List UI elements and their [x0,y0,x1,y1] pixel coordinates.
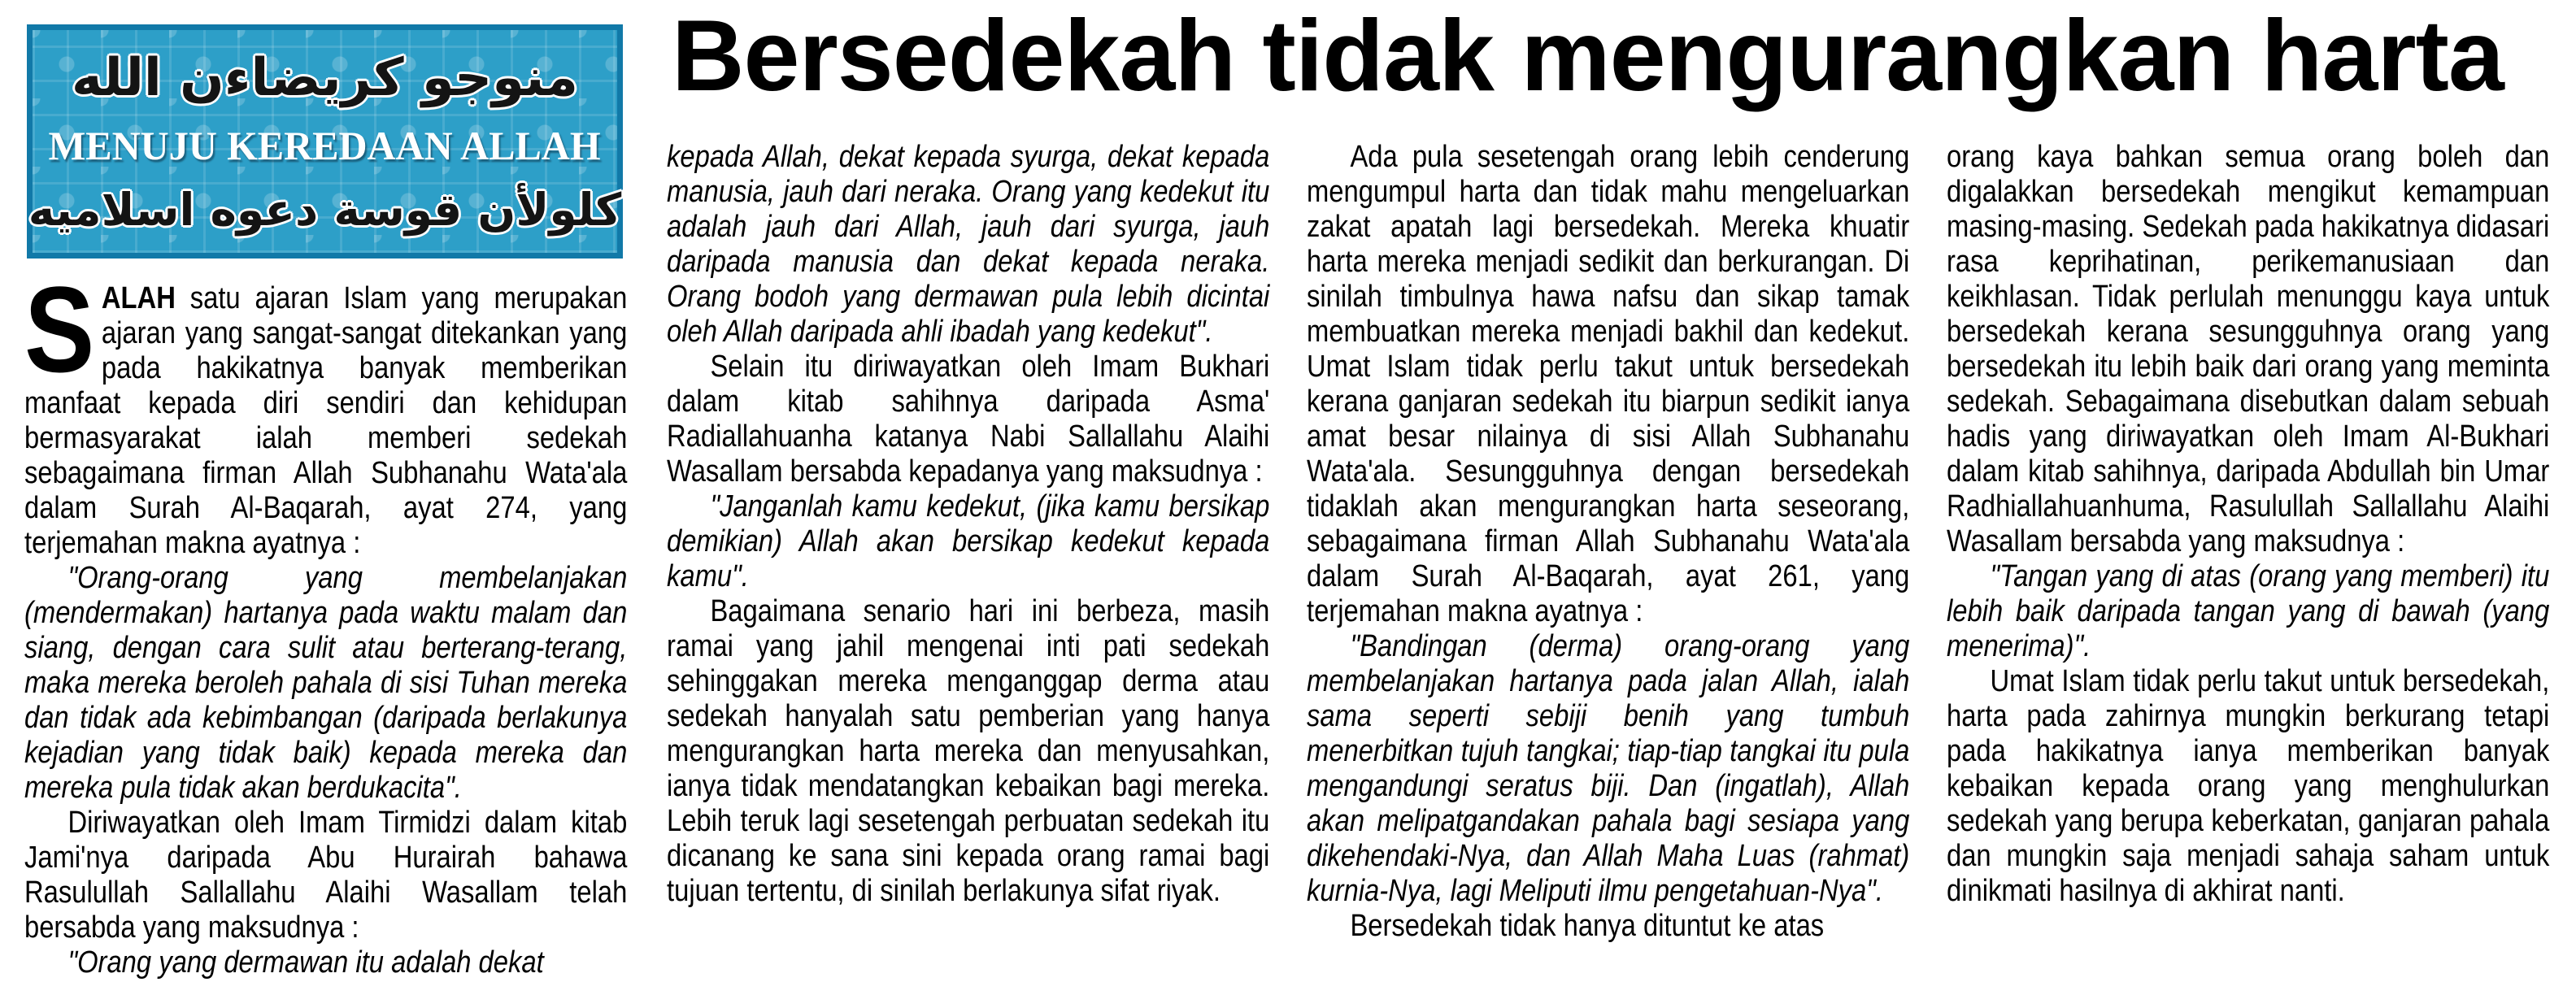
masthead-jawi-top-text: منوجو كريضاءن الله [71,47,579,108]
masthead-jawi-bottom-text: كلولأن قوسة دعوه اسلاميه [28,183,622,236]
body-paragraph: Bersedekah tidak hanya dituntut ke atas [1350,909,1825,943]
lead-word: ALAH [101,281,176,315]
quote-paragraph: "Tangan yang di atas (orang yang memberi) itu lebih baik daripada tangan yang di bawah (yang menerima)". [1947,559,2550,663]
article-column-3 [1307,140,1909,944]
body-paragraph: SALAH satu ajaran Islam yang merupakan ajaran yang sangat-sangat ditekankan yang pada hakikatnya banyak memberikan manfaat kepada diri sendiri dan kehidupan bermasyarakat ialah memberi sedekah sebagaimana firman Allah Subhanahu Wata'ala dalam Surah Al-Baqarah, ayat 274, yang terjemahan makna ayatnya : [24,261,628,560]
body-paragraph: Umat Islam tidak perlu takut untuk bersedekah, harta pada zahirnya mungkin berkurang tetapi pada hakikatnya ianya memberikan banyak kebaikan kepada orang yang menghulurkan sedekah yang berupa keberkatan, ganjaran pahala dan mungkin saja menjadi sahaja saham untuk dinikmati hasilnya di akhirat nanti. [1947,664,2550,908]
body-paragraph: Diriwayatkan oleh Imam Tirmidzi dalam kitab Jami'nya daripada Abu Hurairah bahawa Rasulullah Sallallahu Alaihi Wasallam telah bersabda yang maksudnya : [24,806,628,945]
body-paragraph: orang kaya bahkan semua orang boleh dan digalakkan bersedekah mengikut kemampuan masing-masing. Sedekah pada hakikatnya didasari rasa keprihatinan, perikemanusiaan dan keikhlasan. Tidak perlulah menunggu kaya untuk bersedekah kerana sesungguhnya orang yang bersedekah itu lebih baik dari orang yang meminta sedekah. Sebagaimana disebutkan dalam sebuah hadis yang diriwayatkan oleh Imam Al-Bukhari dalam kitab sahihnya, daripada Abdullah bin Umar Radhiallahuanhuma, Rasulullah Sallallahu Alaihi Wasallam bersabda yang maksudnya : [1947,140,2550,558]
article-headline: Bersedekah tidak mengurangkan harta [672,0,2504,112]
masthead-title: MENUJU KEREDAAN ALLAH [48,123,602,168]
quote-paragraph: "Orang-orang yang membelanjakan (mendermakan) hartanya pada waktu malam dan siang, dengan cara sulit atau berterang-terang, maka mereka beroleh pahala di sisi Tuhan mereka dan tidak ada kebimbangan (daripada berlakunya kejadian yang tidak baik) kepada mereka dan mereka pula tidak akan berdukacita". [24,561,628,805]
quote-paragraph: "Bandingan (derma) orang-orang yang membelanjakan hartanya pada jalan Allah, ialah sama seperti sebiji benih yang tumbuh menerbitkan tujuh tangkai; tiap-tiap tangkai itu pula mengandungi seratus biji. Dan (ingatlah), Allah akan melipatgandakan pahala bagi sesiapa yang dikehendaki-Nya, dan Allah Maha Luas (rahmat) kurnia-Nya, lagi Meliputi ilmu pengetahuan-Nya". [1307,629,1910,908]
quote-paragraph: kepada Allah, dekat kepada syurga, dekat kepada manusia, jauh dari neraka. Orang yang kedekut itu adalah jauh dari Allah, jauh dari syurga, jauh daripada manusia dan dekat kepada neraka. Orang bodoh yang dermawan pula lebih dicintai oleh Allah daripada ahli ibadah yang kedekut". [667,140,1270,349]
body-paragraph: Ada pula sesetengah orang lebih cenderung mengumpul harta dan tidak mahu mengeluarkan zakat apatah lagi bersedekah. Mereka khuatir harta mereka menjadi sedikit dan berkurangan. Di sinilah timbulnya hawa nafsu dan sikap tamak membuatkan mereka menjadi bakhil dan kedekut. Umat Islam tidak perlu takut untuk bersedekah kerana ganjaran sedekah itu biarpun sedikit ianya amat besar nilainya di sisi Allah Subhanahu Wata'ala. Sesungguhnya dengan bersedekah tidaklah akan mengurangkan harta seseorang, sebagaimana firman Allah Subhanahu Wata'ala dalam Surah Al-Baqarah, ayat 261, yang terjemahan makna ayatnya : [1307,140,1910,628]
body-paragraph: Selain itu diriwayatkan oleh Imam Bukhari dalam kitab sahihnya daripada Asma' Radiallahuanha katanya Nabi Sallallahu Alaihi Wasallam bersabda kepadanya yang maksudnya : [667,350,1270,489]
article-column-4 [1947,140,2549,909]
drop-cap: S [24,261,94,398]
quote-paragraph: "Janganlah kamu kedekut, (jika kamu bersikap demikian) Allah akan bersikap kedekut kepada kamu". [667,489,1270,593]
body-paragraph: Bagaimana senario hari ini berbeza, masih ramai yang jahil mengenai inti pati sedekah sehinggakan mereka menganggap derma atau sedekah hanyalah satu pemberian yang hanya mengurangkan harta mereka dan menyusahkan, ianya tidak mendatangkan kebaikan bagi mereka. Lebih teruk lagi sesetengah perbuatan sedekah itu dicanang ke sana sini kepada orang ramai bagi tujuan tertentu, di sinilah berlakunya sifat riyak. [667,594,1270,908]
article-column-1 [24,261,628,980]
quote-paragraph: "Orang yang dermawan itu adalah dekat [67,945,544,980]
article-column-2 [667,140,1269,909]
masthead-box [27,24,623,259]
